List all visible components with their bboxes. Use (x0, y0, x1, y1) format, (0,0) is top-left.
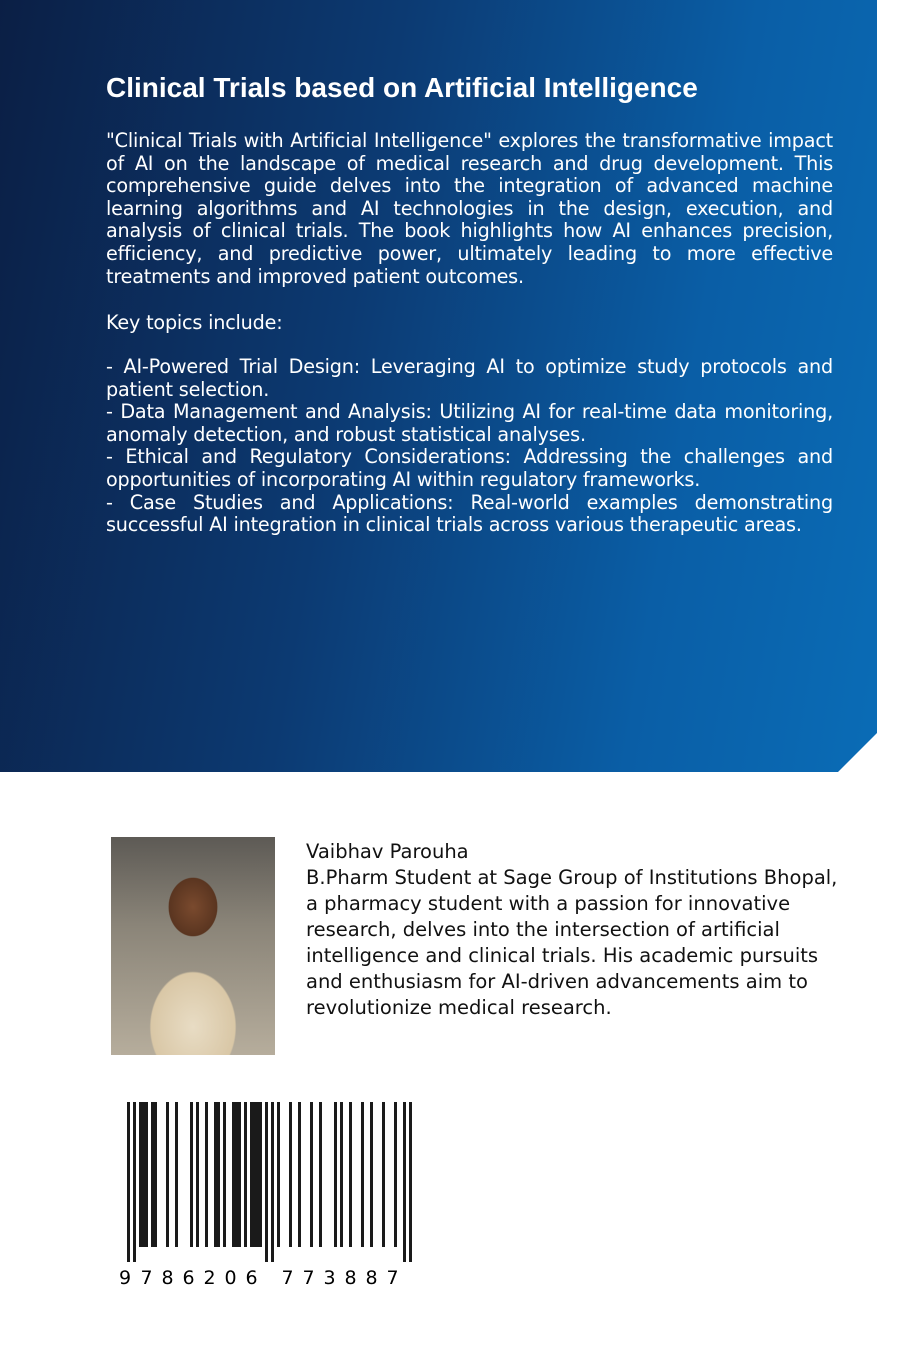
barcode-bar (133, 1102, 136, 1262)
barcode-bar (259, 1102, 262, 1247)
book-description: "Clinical Trials with Artificial Intelligence" explores the transformative impact of AI on the landscape of medical research and drug development. This comprehensive guide delves into the integration of advanced machine learning algorithms and AI technologies in the design, execution, and analysis of clinical trials. The book highlights how AI enhances precision, efficiency, and predictive power, ultimately leading to more effective treatments and improved patient outcomes. (106, 129, 833, 288)
barcode-bar (289, 1102, 292, 1247)
barcode-bar (154, 1102, 157, 1247)
barcode-bar (223, 1102, 226, 1247)
key-topics-heading: Key topics include: (106, 311, 283, 334)
barcode-digit: 7 (281, 1267, 294, 1289)
book-title: Clinical Trials based on Artificial Intelligence (106, 72, 698, 103)
barcode-digit: 6 (245, 1267, 258, 1289)
barcode-bar (340, 1102, 343, 1247)
barcode-bar (403, 1102, 406, 1262)
barcode-bar (139, 1102, 142, 1247)
barcode-bar (175, 1102, 178, 1247)
barcode-bar (196, 1102, 199, 1247)
barcode-digit: 7 (140, 1267, 153, 1289)
barcode-bar (277, 1102, 280, 1247)
barcode-bar (244, 1102, 247, 1247)
isbn-barcode (116, 1100, 432, 1290)
barcode-digit: 7 (302, 1267, 315, 1289)
barcode-digit: 8 (344, 1267, 357, 1289)
barcode-bar (232, 1102, 235, 1247)
barcode-digit: 9 (119, 1267, 132, 1289)
topics-list (106, 356, 833, 537)
barcode-digit: 2 (203, 1267, 216, 1289)
barcode-bar (271, 1102, 274, 1262)
barcode-bar (409, 1102, 412, 1262)
barcode-bar (166, 1102, 169, 1247)
topic-item: - Data Management and Analysis: Utilizing AI for real-time data monitoring, anomaly detection, and robust statistical analyses. (106, 400, 833, 446)
barcode-bar (238, 1102, 241, 1247)
barcode-bar (250, 1102, 253, 1247)
barcode-bar (382, 1102, 385, 1247)
barcode-digit: 8 (365, 1267, 378, 1289)
barcode-bar (127, 1102, 130, 1262)
author-photo (111, 837, 275, 1055)
barcode-bar (298, 1102, 301, 1247)
barcode-bar (235, 1102, 238, 1247)
barcode-bar (217, 1102, 220, 1247)
barcode-bar (361, 1102, 364, 1247)
topic-item: - AI-Powered Trial Design: Leveraging AI to optimize study protocols and patient selection. (106, 355, 833, 401)
barcode-bar (205, 1102, 208, 1247)
barcode-bar (265, 1102, 268, 1262)
author-name: Vaibhav Parouha (306, 840, 469, 863)
barcode-bar (394, 1102, 397, 1247)
barcode-digit: 7 (386, 1267, 399, 1289)
barcode-bar (142, 1102, 145, 1247)
barcode-bar (256, 1102, 259, 1247)
barcode-bar (370, 1102, 373, 1247)
barcode-bar (349, 1102, 352, 1247)
barcode-bar (334, 1102, 337, 1247)
barcode-digit: 6 (182, 1267, 195, 1289)
barcode-bar (214, 1102, 217, 1247)
topic-item: - Case Studies and Applications: Real-world examples demonstrating successful AI integration in clinical trials across various therapeutic areas. (106, 490, 833, 537)
barcode-digit: 3 (323, 1267, 336, 1289)
barcode-bar (151, 1102, 154, 1247)
barcode-digit: 0 (224, 1267, 237, 1289)
barcode-bar (145, 1102, 148, 1247)
topic-item: - Ethical and Regulatory Considerations: Addressing the challenges and opportunities of incorporating AI within regulatory frameworks. (106, 445, 833, 491)
barcode-bar (190, 1102, 193, 1247)
author-bio: B.Pharm Student at Sage Group of Institutions Bhopal, a pharmacy student with a passion for innovative research, delves into the intersection of artificial intelligence and clinical trials. His academic pursuits and enthusiasm for AI-driven advancements aim to revolutionize medical research. (306, 866, 838, 1019)
barcode-bar (319, 1102, 322, 1247)
author-block (306, 839, 846, 1021)
barcode-bar (310, 1102, 313, 1247)
barcode-digit: 8 (161, 1267, 174, 1289)
barcode-bar (253, 1102, 256, 1247)
